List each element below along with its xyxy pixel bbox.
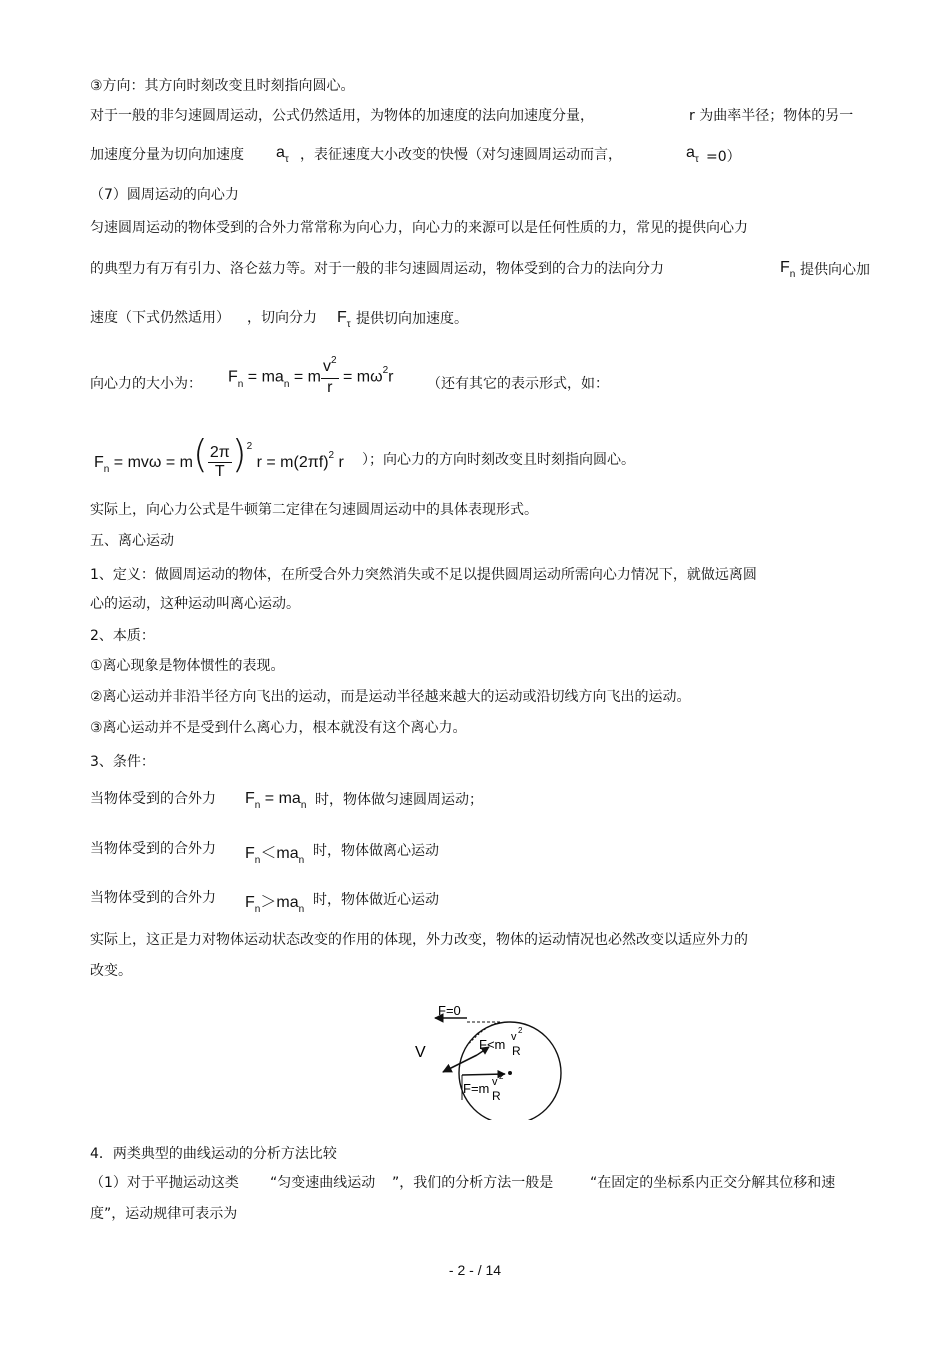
math-operator: = m [165, 454, 193, 471]
centrifugal-motion-diagram [405, 1000, 575, 1120]
paragraph [90, 107, 594, 125]
paragraph [247, 309, 317, 327]
math-operator: = ma [264, 790, 301, 807]
text: 4．两类典型的曲线运动的分析方法比较 [90, 1146, 337, 1162]
math-operator: = mvω [113, 454, 162, 471]
text: 当物体受到的合外力 [90, 791, 216, 807]
paragraph [90, 719, 467, 737]
paragraph [90, 657, 285, 675]
formula-a-tau [276, 144, 289, 165]
f-eq-label: F=m [463, 1081, 490, 1096]
math-symbol: r [388, 368, 394, 386]
paragraph [800, 261, 870, 279]
formula-alternative-forms [94, 432, 344, 481]
text: 提供向心加 [800, 262, 870, 278]
text: =0） [706, 149, 741, 165]
text: （1）对于平抛运动这类 [90, 1175, 239, 1191]
paragraph [356, 310, 468, 328]
paragraph [90, 260, 664, 278]
text: 实际上，这正是力对物体运动状态改变的作用的体现，外力改变，物体的运动情况也必然改变以适应外力的 [90, 932, 748, 948]
f-eq-v: v [492, 1076, 498, 1088]
formula-fn [780, 259, 796, 280]
paragraph [90, 627, 155, 645]
paragraph [90, 375, 202, 393]
paragraph [90, 1205, 237, 1223]
paragraph [427, 375, 609, 393]
math-symbol: r [256, 454, 262, 471]
math-symbol: a [276, 144, 285, 161]
paragraph [590, 1174, 835, 1192]
math-symbol: ) [323, 454, 329, 471]
math-subscript: τ [346, 319, 351, 330]
left-paren: ( [192, 432, 208, 476]
text: 改变。 [90, 963, 132, 979]
fraction-v2-over-r [321, 355, 339, 397]
text: ，切向分力 [247, 310, 317, 326]
text: ）；向心力的方向时刻改变且时刻指向圆心。 [362, 452, 635, 468]
page-number: - 2 - / 14 [448, 1262, 502, 1278]
text: 加速度分量为切向加速度 [90, 147, 244, 163]
formula-fn-lt-man [245, 840, 305, 866]
f-lt-r: R [512, 1044, 521, 1058]
paragraph [90, 790, 216, 808]
text: 度”，运动规律可表示为 [90, 1206, 238, 1222]
section-heading [90, 532, 174, 550]
text: （还有其它的表示形式，如： [427, 376, 609, 392]
formula-centripetal-force [228, 355, 394, 397]
f-eq-sq: 2 [499, 1072, 504, 1081]
paragraph [90, 962, 132, 980]
text: 实际上，向心力公式是牛顿第二定律在匀速圆周运动中的具体表现形式。 [90, 502, 538, 518]
math-operator: = ma [247, 368, 284, 386]
paragraph [90, 688, 691, 706]
f-lt-v: v [511, 1031, 517, 1043]
paragraph [90, 889, 216, 907]
text: 1、定义：做圆周运动的物体，在所受合外力突然消失或不足以提供圆周运动所需向心力情况下，就做远离圆 [90, 567, 757, 583]
right-paren: ) [231, 432, 247, 476]
math-superscript: 2 [328, 450, 335, 461]
math-subscript: n [789, 269, 796, 280]
paragraph [313, 842, 439, 860]
paragraph [313, 891, 439, 909]
math-superscript: 2 [382, 364, 389, 376]
text: 匀速圆周运动的物体受到的合外力常常称为向心力，向心力的来源可以是任何性质的力，常见的提供向心力 [90, 220, 748, 236]
text: 当物体受到的合外力 [90, 841, 216, 857]
section-heading [90, 1145, 337, 1163]
text: 当物体受到的合外力 [90, 890, 216, 906]
text: ①离心现象是物体惯性的表现。 [90, 658, 285, 674]
paragraph [90, 219, 748, 237]
math-subscript: n [103, 464, 110, 475]
text: 时，物体做匀速圆周运动； [315, 792, 483, 808]
math-subscript: n [298, 855, 305, 866]
text: r 为曲率半径；物体的另一 [689, 108, 854, 124]
paragraph [90, 753, 155, 771]
formula-f-tau [337, 309, 351, 330]
math-symbol: 2π [209, 444, 230, 462]
formula-fn-eq-man [245, 790, 307, 811]
paragraph [90, 309, 230, 327]
text: 对于一般的非匀速圆周运动，公式仍然适用，为物体的加速度的法向加速度分量， [90, 108, 594, 124]
f-lt-label: F<m [479, 1037, 506, 1052]
math-superscript: 2 [330, 355, 337, 366]
text: 向心力的大小为： [90, 376, 202, 392]
paragraph [90, 595, 300, 613]
math-symbol: r [338, 454, 344, 471]
math-operator: = mω [342, 368, 383, 386]
math-operator: = m [293, 368, 321, 386]
text: ②离心运动并非沿半径方向飞出的运动，而是运动半径越来越大的运动或沿切线方向飞出的运动。 [90, 689, 691, 705]
text: ”，我们的分析方法一般是 [392, 1175, 554, 1191]
paragraph [90, 931, 748, 949]
math-symbol: r [327, 379, 333, 396]
math-symbol: F [245, 894, 255, 911]
text: 3、条件： [90, 754, 155, 770]
text: 时，物体做近心运动 [313, 892, 439, 908]
math-subscript: τ [694, 154, 699, 165]
math-operator: ＜ [260, 845, 277, 862]
math-subscript: n [254, 904, 261, 915]
section-heading [90, 186, 239, 204]
math-symbol: F [245, 845, 255, 862]
math-superscript: 2 [246, 441, 253, 452]
velocity-label: V [415, 1044, 426, 1061]
math-symbol: T [214, 463, 225, 481]
text: “在固定的坐标系内正交分解其位移和速 [590, 1175, 836, 1191]
math-symbol: F [780, 259, 790, 276]
text: 提供切向加速度。 [356, 311, 468, 327]
math-symbol: F [228, 368, 238, 386]
text: 2、本质： [90, 628, 155, 644]
formula-a-tau-2 [686, 144, 699, 165]
math-subscript: n [300, 800, 307, 811]
math-subscript: n [237, 378, 244, 390]
paragraph [315, 791, 483, 809]
text: ③方向：其方向时刻改变且时刻指向圆心。 [90, 78, 355, 94]
math-symbol: v [322, 358, 331, 375]
paragraph [362, 451, 635, 469]
paragraph [392, 1174, 553, 1192]
math-subscript: n [254, 855, 261, 866]
math-symbol: ma [276, 894, 299, 911]
text: 速度（下式仍然适用） [90, 310, 230, 326]
fraction-2pi-over-T [208, 444, 232, 481]
math-operator: = m(2πf [266, 454, 324, 471]
paragraph [90, 1174, 239, 1192]
paragraph [90, 501, 538, 519]
f-lt-sq: 2 [518, 1026, 523, 1035]
paragraph [706, 148, 741, 166]
f-eq-r: R [492, 1089, 501, 1103]
text: 五、离心运动 [90, 533, 174, 549]
math-symbol: a [686, 144, 695, 161]
math-symbol: F [337, 309, 347, 326]
paragraph [90, 566, 757, 584]
math-subscript: n [254, 800, 261, 811]
math-symbol: ma [276, 845, 299, 862]
paragraph [689, 107, 853, 125]
paragraph [90, 77, 355, 95]
text: ③离心运动并不是受到什么离心力，根本就没有这个离心力。 [90, 720, 467, 736]
text: “匀变速曲线运动 [270, 1175, 376, 1191]
math-subscript: τ [284, 154, 289, 165]
center-point [508, 1071, 512, 1075]
math-subscript: n [298, 904, 305, 915]
text: 的典型力有万有引力、洛仑兹力等。对于一般的非匀速圆周运动，物体受到的合力的法向分力 [90, 261, 664, 277]
math-operator: ＞ [260, 894, 277, 911]
math-symbol: F [94, 454, 104, 471]
text: 心的运动，这种运动叫离心运动。 [90, 596, 300, 612]
f0-label: F=0 [438, 1003, 461, 1018]
text: ，表征速度大小改变的快慢（对匀速圆周运动而言， [300, 147, 622, 163]
formula-fn-gt-man [245, 889, 305, 915]
math-symbol: F [245, 790, 255, 807]
text: （7）圆周运动的向心力 [90, 187, 239, 203]
math-subscript: n [283, 378, 290, 390]
paragraph [90, 840, 216, 858]
paragraph [270, 1174, 375, 1192]
velocity-arrow [443, 1055, 477, 1072]
paragraph [300, 146, 622, 164]
paragraph [90, 146, 244, 164]
text: 时，物体做离心运动 [313, 843, 439, 859]
